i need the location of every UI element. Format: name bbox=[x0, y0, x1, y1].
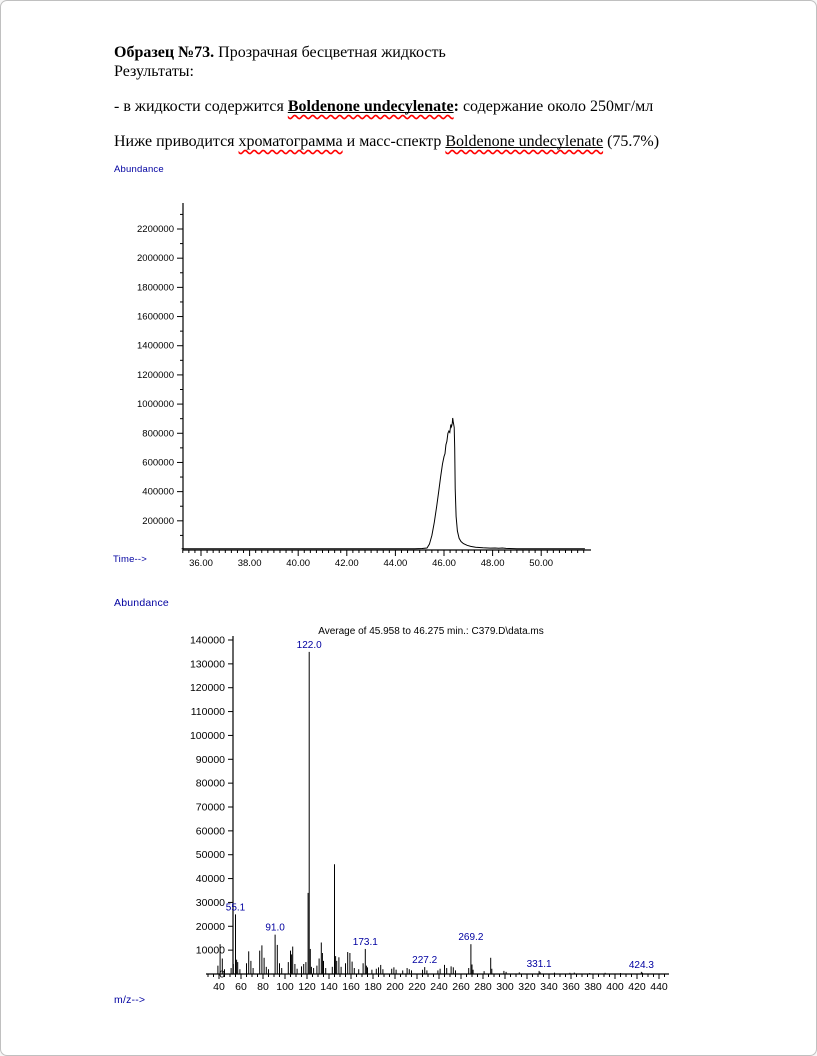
svg-text:400000: 400000 bbox=[142, 486, 174, 498]
svg-text:360: 360 bbox=[562, 981, 580, 993]
svg-text:40: 40 bbox=[213, 981, 225, 993]
spectrum-title: Average of 45.958 to 46.275 min.: C379.D\data.ms bbox=[318, 626, 544, 637]
svg-text:420: 420 bbox=[628, 981, 646, 993]
svg-text:44.00: 44.00 bbox=[383, 558, 408, 569]
svg-text:48.00: 48.00 bbox=[480, 558, 505, 569]
svg-text:600000: 600000 bbox=[142, 457, 174, 469]
svg-text:80000: 80000 bbox=[195, 777, 225, 790]
svg-text:42.00: 42.00 bbox=[334, 558, 359, 569]
chromatogram-ylabel: Abundance bbox=[114, 164, 164, 175]
substance-name: Boldenone undecylenate bbox=[287, 98, 454, 115]
svg-text:380: 380 bbox=[584, 981, 602, 993]
svg-text:1000000: 1000000 bbox=[137, 399, 174, 411]
svg-text:1200000: 1200000 bbox=[137, 369, 174, 381]
svg-text:36.00: 36.00 bbox=[189, 558, 213, 569]
svg-text:38.00: 38.00 bbox=[237, 558, 262, 569]
svg-text:2000000: 2000000 bbox=[137, 253, 174, 265]
svg-text:60: 60 bbox=[235, 981, 247, 993]
svg-text:40.00: 40.00 bbox=[286, 558, 311, 569]
svg-text:100: 100 bbox=[276, 981, 294, 993]
svg-text:30000: 30000 bbox=[195, 896, 225, 909]
svg-text:100000: 100000 bbox=[189, 729, 225, 742]
svg-text:280: 280 bbox=[474, 981, 492, 993]
results-label: Результаты: bbox=[114, 63, 194, 80]
svg-text:80: 80 bbox=[257, 981, 269, 993]
svg-text:50.00: 50.00 bbox=[529, 558, 554, 569]
svg-text:46.00: 46.00 bbox=[432, 558, 456, 569]
spectrum-peak-labels bbox=[226, 640, 655, 971]
svg-text:227.2: 227.2 bbox=[412, 955, 438, 967]
spectrum-ylabel: Abundance bbox=[114, 597, 169, 609]
svg-text:120000: 120000 bbox=[189, 682, 225, 695]
sample-title-line bbox=[114, 43, 734, 81]
chromatogram-chart bbox=[101, 176, 701, 576]
sample-description: Прозрачная бесцветная жидкость bbox=[214, 44, 446, 61]
svg-text:130000: 130000 bbox=[189, 658, 225, 671]
svg-text:120: 120 bbox=[298, 981, 316, 993]
svg-text:90000: 90000 bbox=[195, 753, 225, 766]
svg-text:2200000: 2200000 bbox=[137, 224, 174, 235]
svg-text:320: 320 bbox=[518, 981, 536, 993]
chromatogram-xlabel: Time--> bbox=[113, 554, 148, 565]
chromatogram-tick-labels bbox=[137, 224, 553, 569]
svg-text:340: 340 bbox=[540, 981, 558, 993]
svg-text:40000: 40000 bbox=[195, 873, 225, 886]
svg-text:440: 440 bbox=[650, 981, 668, 993]
chromatogram-word: хроматограмма bbox=[238, 133, 343, 150]
svg-text:70000: 70000 bbox=[195, 801, 225, 814]
svg-text:160: 160 bbox=[342, 981, 360, 993]
substance-name-2: Boldenone undecylenate bbox=[445, 133, 604, 150]
svg-text:140000: 140000 bbox=[189, 634, 225, 647]
chromatogram-ticks bbox=[177, 214, 584, 556]
svg-text:60000: 60000 bbox=[195, 825, 225, 838]
svg-text:1400000: 1400000 bbox=[137, 340, 174, 352]
svg-text:122.0: 122.0 bbox=[296, 639, 322, 651]
tic-trace bbox=[182, 418, 585, 549]
svg-text:55.1: 55.1 bbox=[225, 902, 246, 914]
sample-number: Образец №73. bbox=[114, 44, 215, 61]
spectrum-tick-labels bbox=[190, 635, 668, 994]
svg-text:91.0: 91.0 bbox=[265, 922, 285, 934]
svg-text:220: 220 bbox=[408, 981, 426, 993]
svg-text:424.3: 424.3 bbox=[628, 959, 654, 971]
svg-text:0: 0 bbox=[219, 968, 225, 981]
svg-text:331.1: 331.1 bbox=[526, 958, 552, 970]
report-text-block bbox=[114, 43, 734, 151]
spectrum-xlabel: m/z--> bbox=[114, 994, 146, 1006]
svg-text:400: 400 bbox=[606, 981, 624, 993]
svg-text:260: 260 bbox=[452, 981, 470, 993]
svg-text:200: 200 bbox=[386, 981, 404, 993]
finding-line: - в жидкости содержится Boldenone undecylenate: содержание около 250мг/мл bbox=[114, 98, 654, 115]
svg-text:50000: 50000 bbox=[195, 849, 225, 862]
svg-text:269.2: 269.2 bbox=[458, 932, 484, 944]
svg-text:173.1: 173.1 bbox=[352, 936, 378, 948]
mass-spectrum-chart bbox=[101, 611, 741, 1001]
svg-text:20000: 20000 bbox=[195, 920, 225, 933]
svg-text:800000: 800000 bbox=[142, 428, 174, 440]
svg-text:1800000: 1800000 bbox=[137, 282, 174, 294]
svg-text:10000: 10000 bbox=[195, 944, 225, 957]
svg-text:1600000: 1600000 bbox=[137, 311, 174, 323]
figures-intro-line: Ниже приводится хроматограмма и масс-спектр Boldenone undecylenate (75.7%) bbox=[114, 133, 660, 150]
svg-text:140: 140 bbox=[320, 981, 338, 993]
chromatogram-axes bbox=[183, 203, 591, 550]
svg-text:180: 180 bbox=[364, 981, 382, 993]
svg-text:200000: 200000 bbox=[142, 515, 174, 527]
svg-text:300: 300 bbox=[496, 981, 514, 993]
svg-text:240: 240 bbox=[430, 981, 448, 993]
svg-text:110000: 110000 bbox=[190, 706, 225, 719]
